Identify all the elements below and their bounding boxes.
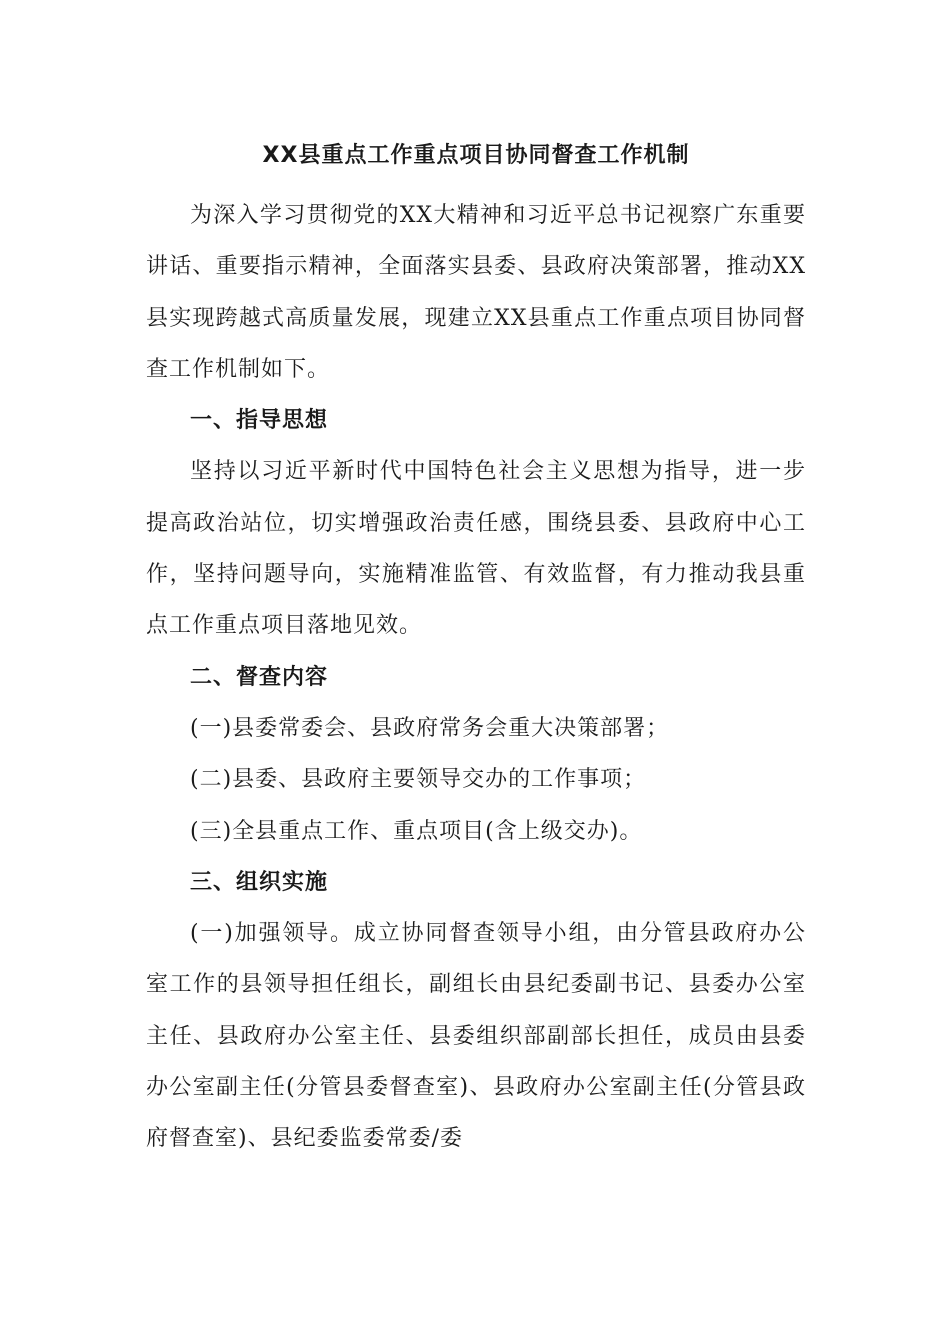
section-heading-organization: 三、组织实施 bbox=[190, 869, 329, 895]
section-body-organization: (一)加强领导。成立协同督查领导小组，由分管县政府办公室工作的县领导担任组长，副组长由县纪委副书记、县委办公室主任、县政府办公室主任、县委组织部副部长担任，成员由县委办公室副主任(分管县委督查室)、县政府办公室副主任(分管县政府督查室)、县纪委监委常委/委 bbox=[146, 921, 806, 1152]
list-item: (一)县委常委会、县政府常务会重大决策部署； bbox=[190, 715, 670, 741]
list-item: (二)县委、县政府主要领导交办的工作事项； bbox=[190, 767, 647, 793]
section-heading-inspection-content: 二、督查内容 bbox=[190, 664, 329, 690]
document-page bbox=[146, 138, 806, 1165]
section-body-guiding-ideology: 坚持以习近平新时代中国特色社会主义思想为指导，进一步提高政治站位，切实增强政治责任感，围绕县委、县政府中心工作，坚持问题导向，实施精准监管、有效监督，有力推动我县重点工作重点项目落地见效。 bbox=[146, 459, 806, 639]
list-item: (三)全县重点工作、重点项目(含上级交办)。 bbox=[190, 818, 643, 844]
section-heading-guiding-ideology: 一、指导思想 bbox=[190, 408, 329, 434]
document-title: XX县重点工作重点项目协同督查工作机制 bbox=[262, 143, 690, 168]
intro-paragraph: 为深入学习贯彻党的XX大精神和习近平总书记视察广东重要讲话、重要指示精神，全面落实县委、县政府决策部署，推动XX县实现跨越式高质量发展，现建立XX县重点工作重点项目协同督查工作机制如下。 bbox=[146, 203, 806, 382]
